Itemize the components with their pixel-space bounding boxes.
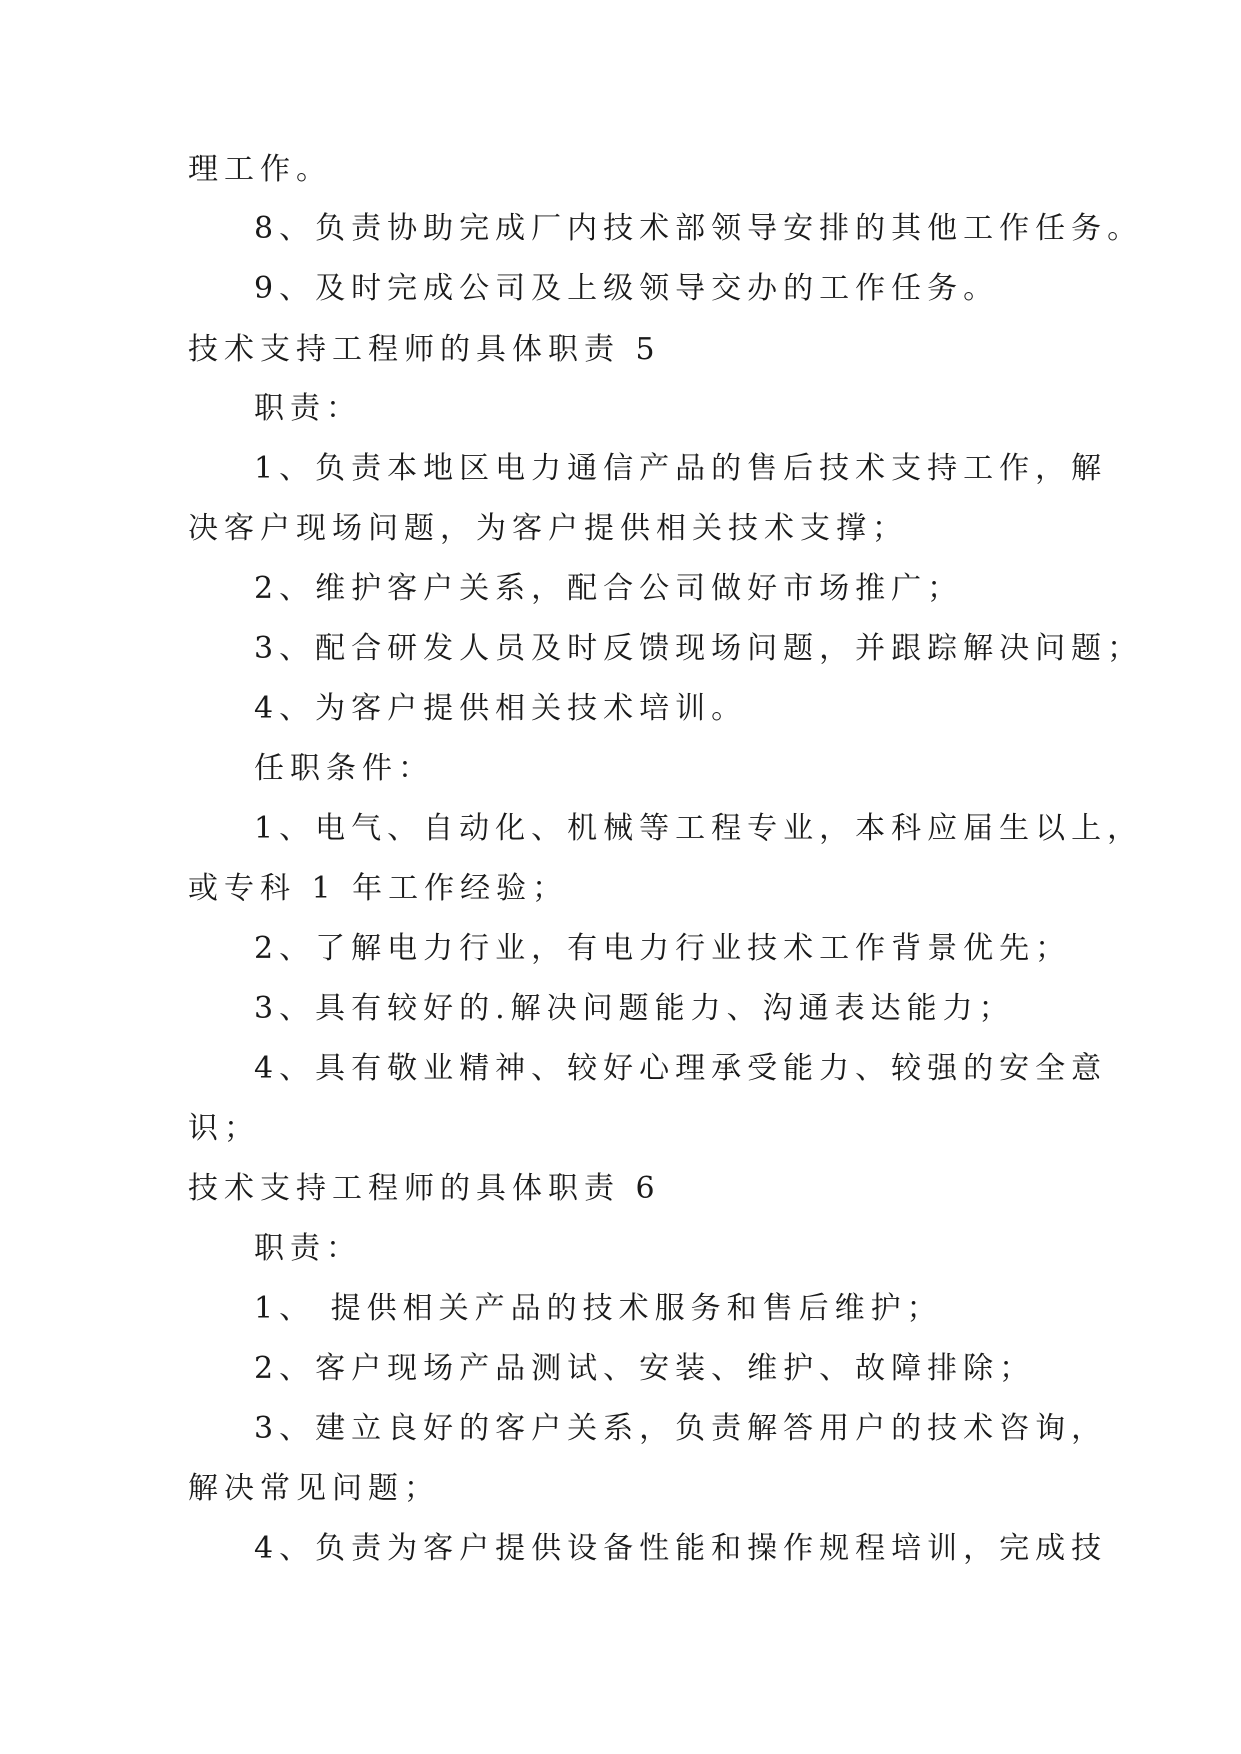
paragraph-line: 1、负责本地区电力通信产品的售后技术支持工作，解 [254, 451, 1108, 486]
paragraph-line: 4、负责为客户提供设备性能和操作规程培训，完成技 [254, 1531, 1108, 1566]
paragraph-line: 识； [188, 1111, 260, 1146]
paragraph-line: 决客户现场问题，为客户提供相关技术支撑； [188, 511, 908, 546]
paragraph-line: 2、客户现场产品测试、安装、维护、故障排除； [254, 1351, 1036, 1386]
paragraph-line: 或专科 1 年工作经验； [188, 871, 569, 906]
paragraph-line: 理工作。 [188, 152, 332, 187]
subheading: 职责： [254, 1231, 362, 1266]
section-heading: 技术支持工程师的具体职责 5 [188, 332, 661, 367]
subheading: 职责： [254, 391, 362, 426]
subheading: 任职条件： [254, 751, 434, 786]
paragraph-line: 3、具有较好的.解决问题能力、沟通表达能力； [254, 991, 1015, 1026]
paragraph-line: 3、建立良好的客户关系，负责解答用户的技术咨询， [254, 1411, 1108, 1446]
paragraph-line: 4、为客户提供相关技术培训。 [254, 691, 748, 726]
paragraph-line: 2、了解电力行业，有电力行业技术工作背景优先； [254, 931, 1072, 966]
paragraph-line: 解决常见问题； [188, 1471, 440, 1506]
paragraph-line: 4、具有敬业精神、较好心理承受能力、较强的安全意 [254, 1051, 1108, 1086]
section-heading: 技术支持工程师的具体职责 6 [188, 1171, 661, 1206]
paragraph-line: 3、配合研发人员及时反馈现场问题，并跟踪解决问题； [254, 631, 1144, 666]
paragraph-line: 1、 提供相关产品的技术服务和售后维护； [254, 1291, 943, 1326]
paragraph-line: 2、维护客户关系，配合公司做好市场推广； [254, 571, 964, 606]
paragraph-line: 8、负责协助完成厂内技术部领导安排的其他工作任务。 [254, 211, 1144, 246]
paragraph-line: 1、电气、自动化、机械等工程专业，本科应届生以上， [254, 811, 1144, 846]
paragraph-line: 9、及时完成公司及上级领导交办的工作任务。 [254, 271, 1000, 306]
